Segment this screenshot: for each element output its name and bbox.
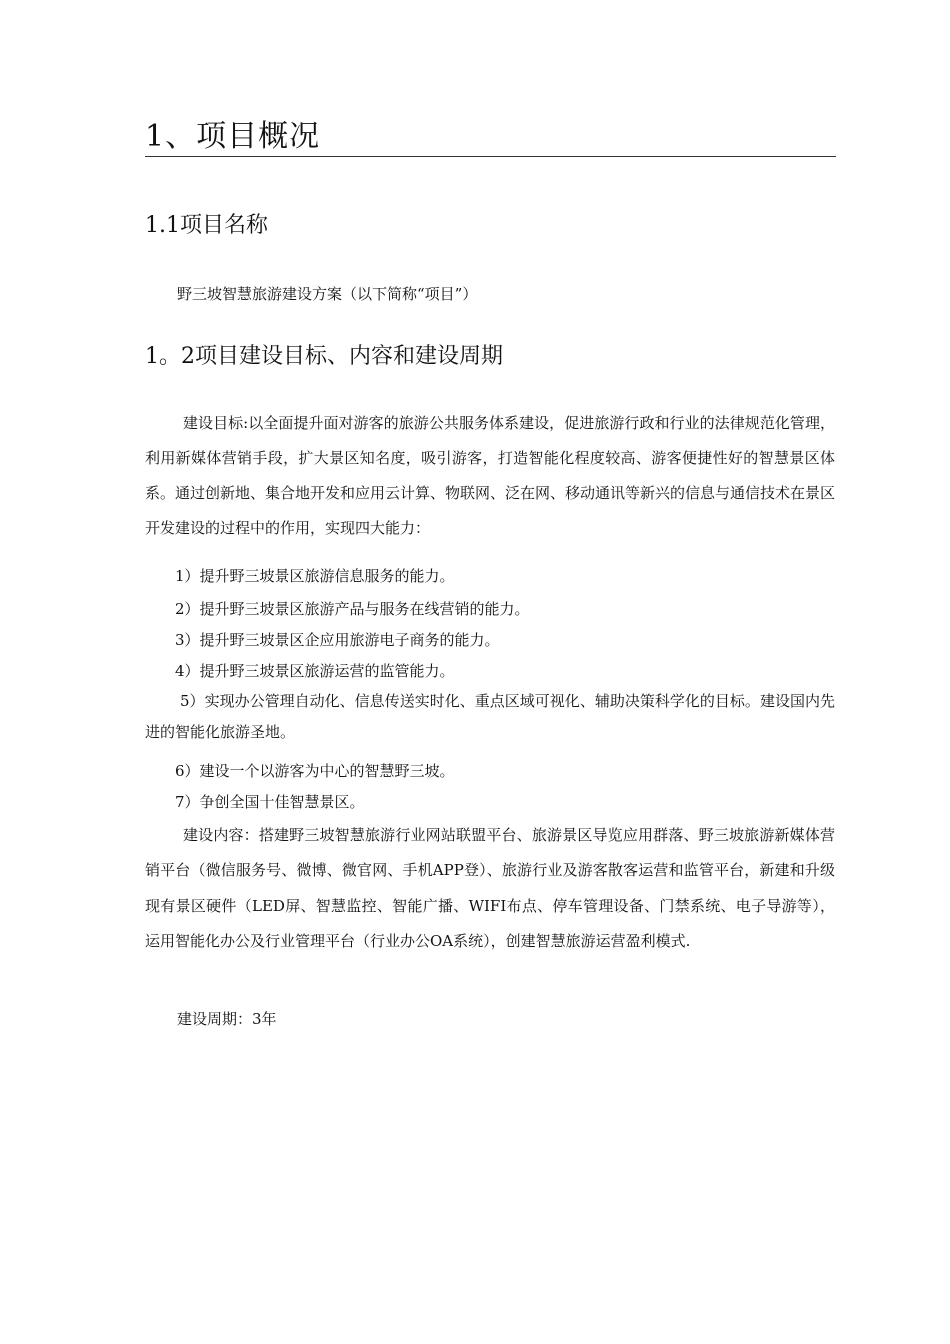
construction-period: 建设周期：3年 [177,1010,277,1028]
goal-item-3: 3）提升野三坡景区企应用旅游电子商务的能力。 [175,631,500,649]
project-name-text: 野三坡智慧旅游建设方案（以下简称“项目”） [177,285,478,303]
goal-paragraph: 建设目标:以全面提升面对游客的旅游公共服务体系建设，促进旅游行政和行业的法律规范化管理，利用新媒体营销手段，扩大景区知名度，吸引游客，打造智能化程度较高、游客便捷性好的智慧景区体系。通过创新地、集合地开发和应用云计算、物联网、泛在网、移动通讯等新兴的信息与通信技术在景区开发建设的过程中的作用，实现四大能力： [145,414,836,537]
goal-item-1: 1）提升野三坡景区旅游信息服务的能力。 [175,567,455,585]
goal-item-7: 7）争创全国十佳智慧景区。 [175,793,365,811]
goal-item-6: 6）建设一个以游客为中心的智慧野三坡。 [175,762,455,780]
section-title-1-1: 1.1项目名称 [145,213,268,238]
goal-item-5: 5）实现办公管理自动化、信息传送实时化、重点区域可视化、辅助决策科学化的目标。建设国内先进的智能化旅游圣地。 [145,692,835,741]
goal-item-4: 4）提升野三坡景区旅游运营的监管能力。 [175,662,455,680]
chapter-title: 1、项目概况 [145,119,321,154]
content-paragraph: 建设内容：搭建野三坡智慧旅游行业网站联盟平台、旅游景区导览应用群落、野三坡旅游新媒体营销平台（微信服务号、微博、微官网、手机APP登）、旅游行业及游客散客运营和监管平台，新建和升级现有景区硬件（LED屏、智慧监控、智能广播、WIFI布点、停车管理设备、门禁系统、电子导游等），运用智能化办公及行业管理平台（行业办公OA系统），创建智慧旅游运营盈利模式. [145,826,835,951]
section-title-1-2: 1。2项目建设目标、内容和建设周期 [145,344,503,369]
goal-item-2: 2）提升野三坡景区旅游产品与服务在线营销的能力。 [175,600,530,618]
chapter-title-underline [145,156,836,157]
